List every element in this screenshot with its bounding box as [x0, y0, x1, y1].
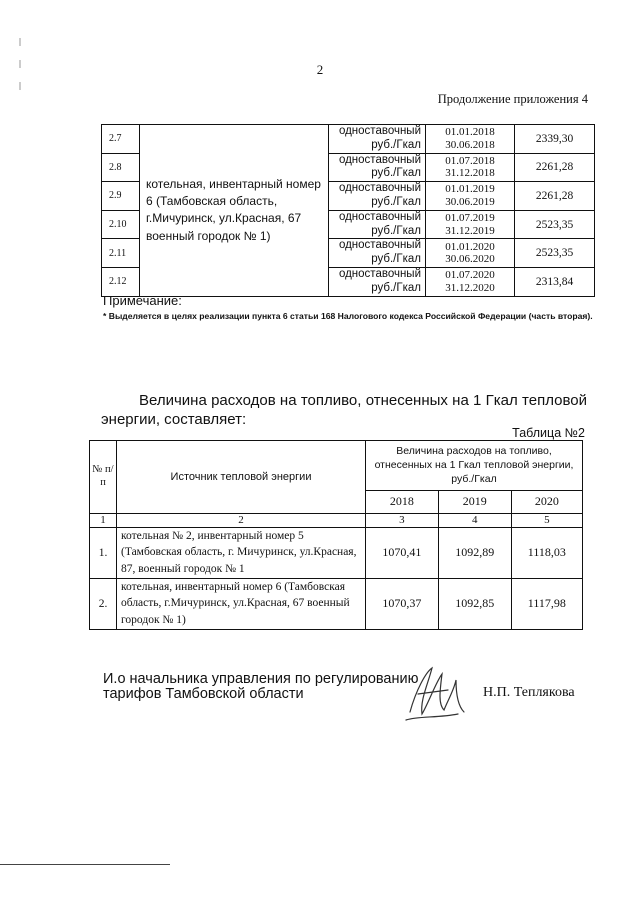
- header-fuel-cost: Величина расходов на топливо, отнесенных на 1 Гкал тепловой энергии, руб./Гкал: [366, 441, 583, 491]
- row-number: 2.9: [102, 182, 140, 211]
- handwritten-signature: [398, 660, 478, 735]
- column-index: 2: [117, 513, 366, 527]
- rate-type: одноставочный руб./Гкал: [329, 267, 426, 296]
- header-number: № п/п: [90, 441, 117, 514]
- tariff-value: 2523,35: [515, 210, 595, 239]
- tariff-value: 2339,30: [515, 125, 595, 154]
- column-index: 3: [366, 513, 439, 527]
- row-number: 2.7: [102, 125, 140, 154]
- header-source: Источник тепловой энергии: [117, 441, 366, 514]
- rate-type: одноставочный руб./Гкал: [329, 182, 426, 211]
- heat-source-cell: котельная, инвентарный номер 6 (Тамбовская область, г.Мичуринск, ул.Красная, 67 военный городок № 1): [117, 578, 366, 629]
- header-year: 2020: [511, 490, 582, 513]
- tariff-value: 2261,28: [515, 153, 595, 182]
- signatory-name: Н.П. Теплякова: [483, 685, 575, 700]
- rate-type: одноставочный руб./Гкал: [329, 210, 426, 239]
- appendix-continuation: Продолжение приложения 4: [437, 92, 588, 106]
- period-cell: 01.07.2020 31.12.2020: [426, 267, 515, 296]
- rate-type: одноставочный руб./Гкал: [329, 125, 426, 154]
- fuel-cost-paragraph: Величина расходов на топливо, отнесенных на 1 Гкал тепловой энергии, составляет:: [101, 392, 587, 428]
- note-title: Примечание:: [103, 293, 182, 308]
- rate-type: одноставочный руб./Гкал: [329, 153, 426, 182]
- page-number: 2: [316, 62, 324, 77]
- column-index: 4: [438, 513, 511, 527]
- header-year: 2018: [366, 490, 439, 513]
- row-number: 2.12: [102, 267, 140, 296]
- period-cell: 01.01.2018 30.06.2018: [426, 125, 515, 154]
- column-index: 5: [511, 513, 582, 527]
- row-number: 1.: [90, 527, 117, 578]
- period-cell: 01.07.2018 31.12.2018: [426, 153, 515, 182]
- row-number: 2.8: [102, 153, 140, 182]
- period-cell: 01.01.2019 30.06.2019: [426, 182, 515, 211]
- rate-type: одноставочный руб./Гкал: [329, 239, 426, 268]
- fuel-cost-value: 1117,98: [511, 578, 582, 629]
- fuel-cost-value: 1092,89: [438, 527, 511, 578]
- row-number: 2.: [90, 578, 117, 629]
- tariff-value: 2523,35: [515, 239, 595, 268]
- tariff-table: [101, 124, 595, 297]
- tariff-value: 2261,28: [515, 182, 595, 211]
- heat-source-cell: котельная № 2, инвентарный номер 5 (Тамбовская область, г. Мичуринск, ул.Красная, 87, военный городок № 1: [117, 527, 366, 578]
- signatory-title: И.о начальника управления по регулированию тарифов Тамбовской области: [103, 671, 419, 703]
- fuel-cost-value: 1070,37: [366, 578, 439, 629]
- header-year: 2019: [438, 490, 511, 513]
- row-number: 2.10: [102, 210, 140, 239]
- heat-source-cell: котельная, инвентарный номер 6 (Тамбовская область, г.Мичуринск, ул.Красная, 67 военный городок № 1): [140, 125, 329, 297]
- footer-divider: [0, 864, 170, 865]
- table-row: [102, 125, 595, 154]
- tariff-value: 2313,84: [515, 267, 595, 296]
- period-cell: 01.07.2019 31.12.2019: [426, 210, 515, 239]
- table-label: Таблица №2: [512, 426, 585, 440]
- fuel-cost-table: [89, 440, 583, 630]
- period-cell: 01.01.2020 30.06.2020: [426, 239, 515, 268]
- fuel-cost-value: 1070,41: [366, 527, 439, 578]
- note-text: * Выделяется в целях реализации пункта 6 статьи 168 Налогового кодекса Российской Федерации (часть вторая).: [103, 311, 593, 321]
- column-index: 1: [90, 513, 117, 527]
- table-row: [90, 578, 583, 629]
- fuel-cost-value: 1118,03: [511, 527, 582, 578]
- table-row: [90, 527, 583, 578]
- fuel-cost-value: 1092,85: [438, 578, 511, 629]
- row-number: 2.11: [102, 239, 140, 268]
